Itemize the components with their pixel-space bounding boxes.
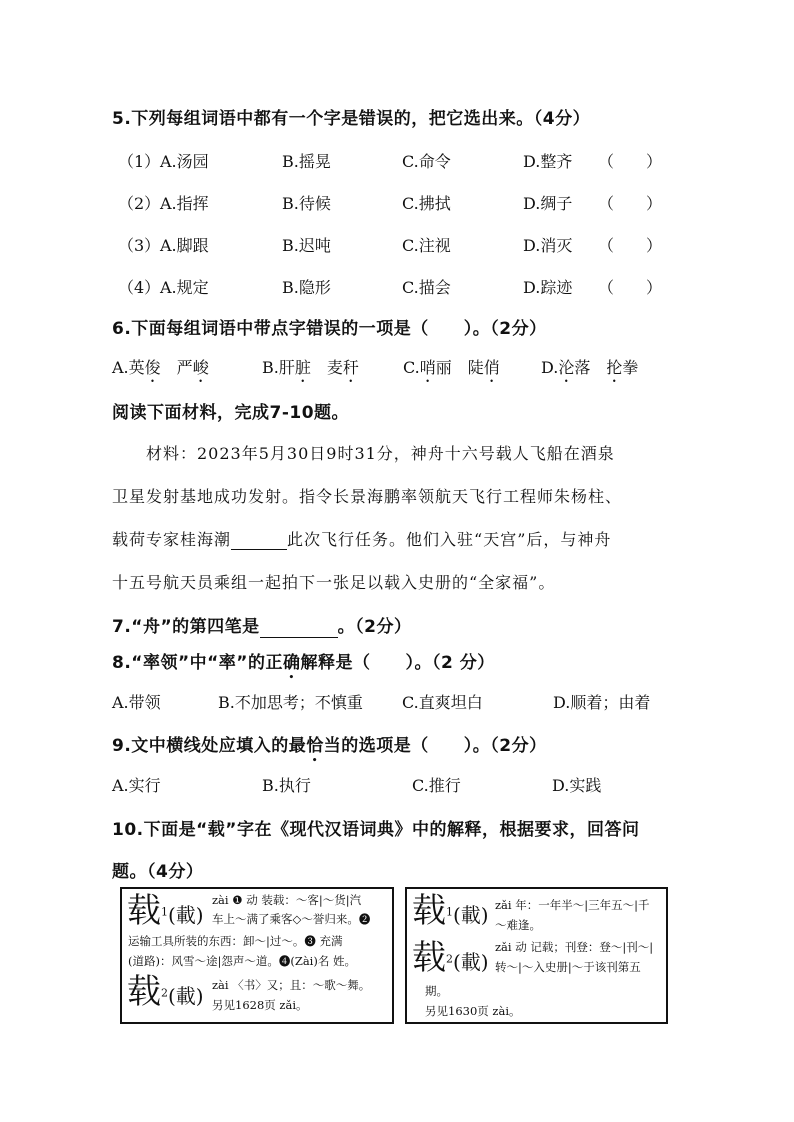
material-fill-blank[interactable] <box>231 530 287 550</box>
dict-right-def-line-1: zǎi 年：一年半～|三年五～|千 <box>495 898 650 912</box>
material-line-1: 材料：2023年5月30日9时31分，神舟十六号载人飞船在酒泉 <box>146 444 615 463</box>
q5-row-1-answer-blank[interactable]: （ ） <box>598 152 663 171</box>
dictionary-entry-left <box>120 887 394 1024</box>
question-6-heading: 6.下面每组词语中带点字错误的一项是（ ）。（2分） <box>112 319 547 339</box>
dict-right-def-line-5: 期。 <box>425 984 448 998</box>
q8-option-c: C.直爽坦白 <box>402 693 483 712</box>
dict-left-headword-2: 载$^2$(載) <box>127 972 204 1012</box>
q6-option-b: B.肝脏 麦秆 <box>262 358 359 377</box>
dict-left-def-line-1: zài ❶ 动 装载：～客|～货|汽 <box>212 893 362 907</box>
material-line-3: 载荷专家桂海潮 此次飞行任务。他们入驻“天宫”后，与神舟 <box>112 530 612 549</box>
q5-row-2-option-a: A.指挥 <box>160 194 209 213</box>
dict-right-def-line-4: 转～|～入史册|～于该刊第五 <box>495 960 641 974</box>
material-line-4: 十五号航天员乘组一起拍下一张足以载入史册的“全家福”。 <box>112 573 556 592</box>
question-7: 7.“舟”的第四笔是 。（2分） <box>112 617 412 637</box>
q6-option-d: D.沦落 抡拳 <box>541 358 639 377</box>
q5-row-4-option-a: A.规定 <box>160 278 209 297</box>
q9-option-c: C.推行 <box>412 776 461 795</box>
q5-row-4-number: （4） <box>118 278 161 297</box>
q5-row-3-option-d: D.消灭 <box>523 236 573 255</box>
q6-option-a: A.英俊 严峻 <box>112 358 209 377</box>
dict-right-crossref: 另见1630页 zài。 <box>425 1004 521 1018</box>
dict-left-def-line-5: zài 〈书〉又；且：～歌～舞。 <box>212 978 371 992</box>
q8-option-d: D.顺着；由着 <box>553 693 651 712</box>
q5-row-4-option-c: C.描会 <box>402 278 451 297</box>
question-8-heading: 8.“率领”中“率”的正确解释是（ ）。（2 分） <box>112 653 495 673</box>
q5-row-2-answer-blank[interactable]: （ ） <box>598 194 663 213</box>
reading-intro: 阅读下面材料，完成7-10题。 <box>112 403 350 423</box>
q5-row-1-option-d: D.整齐 <box>523 152 573 171</box>
q6-option-c: C.哨丽 陡俏 <box>403 358 500 377</box>
q9-option-d: D.实践 <box>552 776 602 795</box>
q5-row-2-option-b: B.待候 <box>282 194 331 213</box>
dict-left-headword-1: 载$^1$(載) <box>127 891 204 931</box>
q5-row-4-option-b: B.隐形 <box>282 278 331 297</box>
q5-row-3-option-b: B.迟吨 <box>282 236 331 255</box>
material-line-2: 卫星发射基地成功发射。指令长景海鹏率领航天飞行工程师朱杨柱、 <box>112 487 623 506</box>
q5-row-4-option-d: D.踪迹 <box>523 278 573 297</box>
q9-option-a: A.实行 <box>112 776 161 795</box>
q5-row-1-option-b: B.摇晃 <box>282 152 331 171</box>
dict-right-def-line-2: ～难逢。 <box>495 918 541 932</box>
question-10-line-2: 题。（4分） <box>112 862 204 882</box>
q5-row-3-option-c: C.注视 <box>402 236 451 255</box>
dict-left-def-line-4: (道路)：风雪～途|怨声～道。❹(Zài)名 姓。 <box>128 954 356 968</box>
q5-row-3-option-a: A.脚跟 <box>160 236 209 255</box>
dict-right-def-line-3: zǎi 动 记载；刊登：登～|刊～| <box>495 940 654 954</box>
dict-right-headword-1: 载$^1$(載) <box>412 891 489 931</box>
q7-answer-blank[interactable] <box>260 617 338 638</box>
dict-left-def-line-3: 运输工具所装的东西：卸～|过～。❸ 充满 <box>128 934 343 948</box>
q8-option-b: B.不加思考；不慎重 <box>218 693 363 712</box>
q9-option-b: B.执行 <box>262 776 311 795</box>
q5-row-3-answer-blank[interactable]: （ ） <box>598 236 663 255</box>
question-5-heading: 5.下列每组词语中都有一个字是错误的，把它选出来。（4分） <box>112 109 591 129</box>
q8-option-a: A.带领 <box>112 693 161 712</box>
q5-row-1-number: （1） <box>118 152 161 171</box>
dict-right-headword-2: 载$^2$(載) <box>412 938 489 978</box>
q5-row-2-option-d: D.绸子 <box>523 194 573 213</box>
question-9-heading: 9.文中横线处应填入的最恰当的选项是（ ）。（2分） <box>112 736 547 756</box>
q5-row-2-option-c: C.拂拭 <box>402 194 451 213</box>
dictionary-entry-right <box>405 887 668 1024</box>
q5-row-4-answer-blank[interactable]: （ ） <box>598 278 663 297</box>
dict-left-crossref: 另见1628页 zǎi。 <box>212 998 308 1012</box>
dict-left-def-line-2: 车上～满了乘客◇～誉归来。❷ <box>212 912 371 926</box>
q5-row-2-number: （2） <box>118 194 161 213</box>
question-10-line-1: 10.下面是“载”字在《现代汉语词典》中的解释，根据要求，回答问 <box>112 820 640 840</box>
q5-row-1-option-a: A.汤园 <box>160 152 209 171</box>
q5-row-1-option-c: C.命令 <box>402 152 451 171</box>
q5-row-3-number: （3） <box>118 236 161 255</box>
